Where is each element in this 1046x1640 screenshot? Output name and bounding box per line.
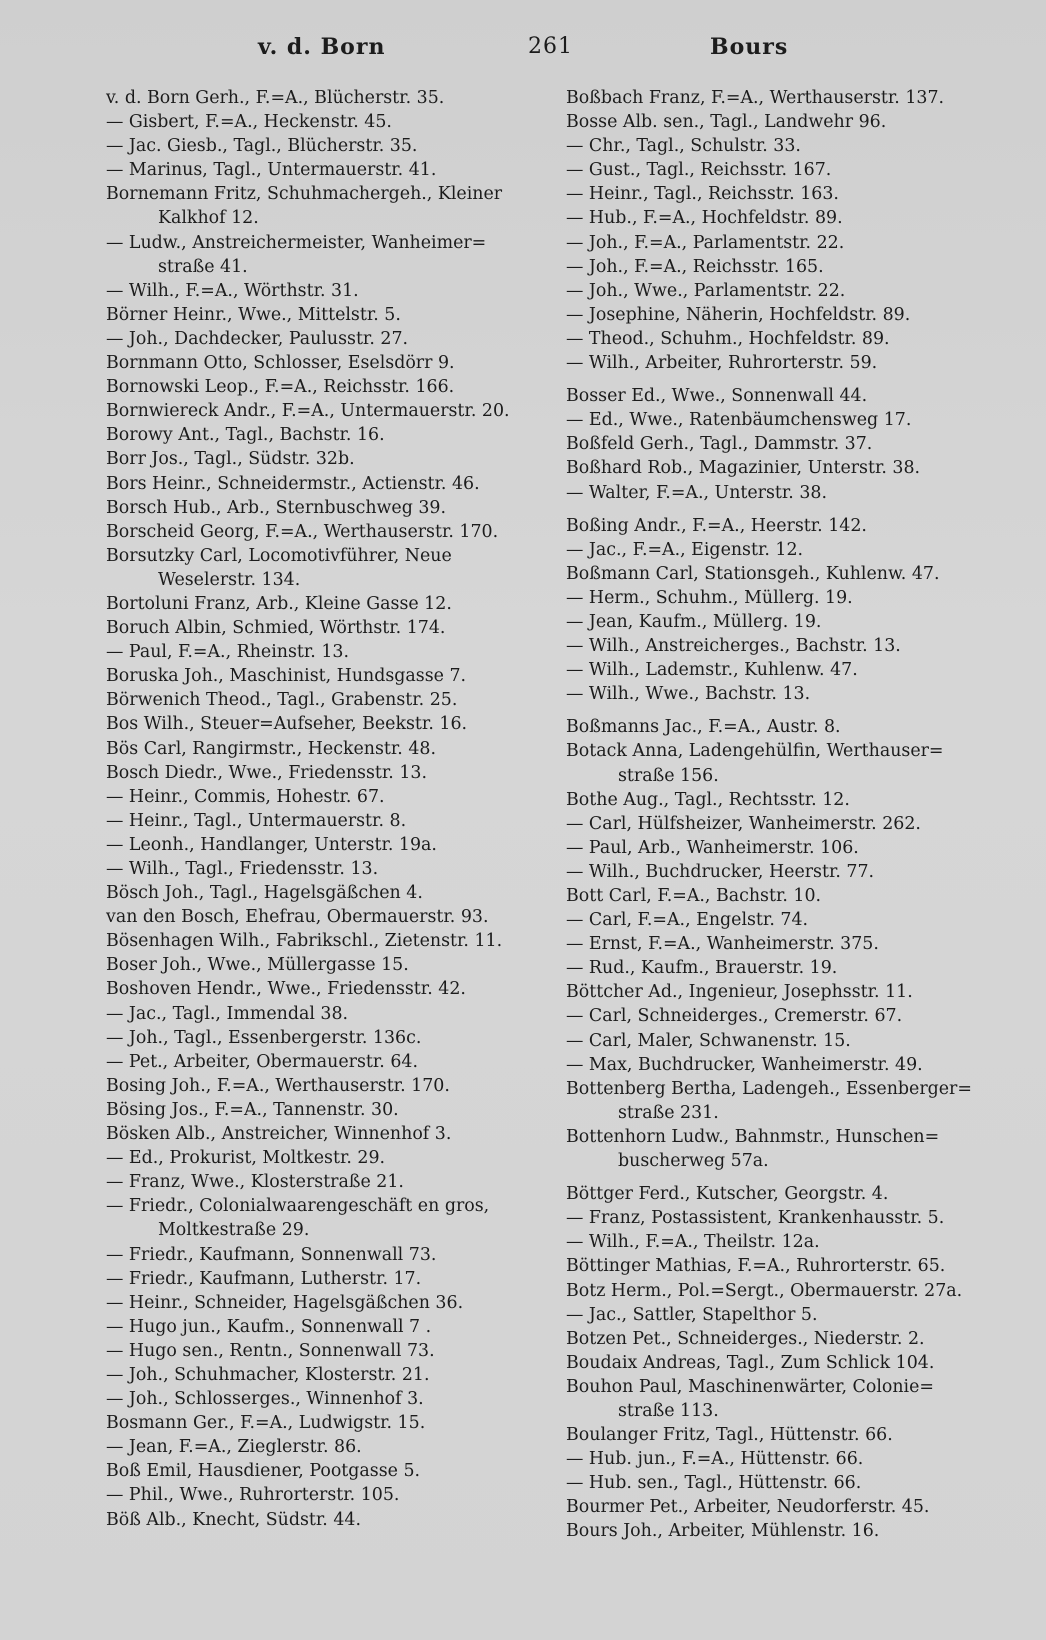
directory-entry: — Gust., Tagl., Reichsstr. 167. xyxy=(566,160,832,181)
directory-entry: — Josephine, Näherin, Hochfeldstr. 89. xyxy=(566,304,911,325)
directory-entry: — Leonh., Handlanger, Unterstr. 19a. xyxy=(106,834,437,855)
directory-entry: — Jac. Giesb., Tagl., Blücherstr. 35. xyxy=(106,136,418,157)
directory-entry: Boulanger Fritz, Tagl., Hüttenstr. 66. xyxy=(566,1425,893,1446)
directory-entry: Bouhon Paul, Maschinenwärter, Colonie= xyxy=(566,1376,934,1397)
directory-entry: — Max, Buchdrucker, Wanheimerstr. 49. xyxy=(566,1054,923,1075)
directory-entry: Boruch Albin, Schmied, Wörthstr. 174. xyxy=(106,618,446,639)
directory-entry: — Carl, F.=A., Engelstr. 74. xyxy=(566,910,809,931)
directory-entry: Borowy Ant., Tagl., Bachstr. 16. xyxy=(106,425,385,446)
directory-entry: — Joh., F.=A., Reichsstr. 165. xyxy=(566,256,824,277)
directory-entry: — Franz, Postassistent, Krankenhausstr. 5. xyxy=(566,1208,945,1229)
directory-entry: — Hub. sen., Tagl., Hüttenstr. 66. xyxy=(566,1473,862,1494)
directory-entry: Bosse Alb. sen., Tagl., Landwehr 96. xyxy=(566,112,887,133)
directory-entry: — Jac., Tagl., Immendal 38. xyxy=(106,1003,349,1024)
directory-entry: Bothe Aug., Tagl., Rechtsstr. 12. xyxy=(566,789,850,810)
directory-entry: — Heinr., Tagl., Untermauerstr. 8. xyxy=(106,810,407,831)
directory-entry: — Friedr., Kaufmann, Lutherstr. 17. xyxy=(106,1268,422,1289)
directory-entry: — Hugo sen., Rentn., Sonnenwall 73. xyxy=(106,1340,435,1361)
directory-entry: Bornemann Fritz, Schuhmachergeh., Kleiner xyxy=(106,184,503,205)
directory-entry: — Wilh., Lademstr., Kuhlenw. 47. xyxy=(566,660,858,681)
directory-entry: — Wilh., Tagl., Friedensstr. 13. xyxy=(106,859,379,879)
directory-entry: — Ed., Wwe., Ratenbäumchensweg 17. xyxy=(566,410,912,431)
directory-entry: — Heinr., Commis, Hohestr. 67. xyxy=(106,786,385,807)
directory-entry: Böttcher Ad., Ingenieur, Josephsstr. 11. xyxy=(566,982,913,1003)
directory-entry: — Wilh., Arbeiter, Ruhrorterstr. 59. xyxy=(566,353,878,374)
header-left-keyword: v. d. Born xyxy=(258,34,386,60)
directory-entry: Bors Heinr., Schneidermstr., Actienstr. 46. xyxy=(106,473,480,494)
directory-entry: — Paul, F.=A., Rheinstr. 13. xyxy=(106,642,349,663)
directory-entry: Boßmann Carl, Stationsgeh., Kuhlenw. 47. xyxy=(566,563,940,584)
directory-entry: — Carl, Hülfsheizer, Wanheimerstr. 262. xyxy=(566,813,921,834)
directory-entry-continuation: straße 113. xyxy=(618,1400,719,1421)
directory-entry: Bottenhorn Ludw., Bahnmstr., Hunschen= xyxy=(566,1126,940,1147)
directory-entry: Böttger Ferd., Kutscher, Georgstr. 4. xyxy=(566,1184,889,1205)
directory-entry: — Jac., Sattler, Stapelthor 5. xyxy=(566,1304,818,1325)
directory-entry: Borscheid Georg, F.=A., Werthauserstr. 170. xyxy=(106,521,499,542)
directory-entry: Börner Heinr., Wwe., Mittelstr. 5. xyxy=(106,304,401,325)
directory-entry: — Carl, Maler, Schwanenstr. 15. xyxy=(566,1030,851,1051)
directory-entry: Botack Anna, Ladengehülfin, Werthauser= xyxy=(566,741,944,762)
directory-entry: Börwenich Theod., Tagl., Grabenstr. 25. xyxy=(106,690,458,711)
directory-entry: — Wilh., F.=A., Theilstr. 12a. xyxy=(566,1232,820,1253)
directory-entry: Boshoven Hendr., Wwe., Friedensstr. 42. xyxy=(106,979,466,1000)
directory-entry: — Wilh., Anstreicherges., Bachstr. 13. xyxy=(566,636,901,657)
directory-entry: Boßmanns Jac., F.=A., Austr. 8. xyxy=(566,717,841,738)
directory-entry: Böß Alb., Knecht, Südstr. 44. xyxy=(106,1509,361,1530)
directory-entry: — Carl, Schneiderges., Cremerstr. 67. xyxy=(566,1006,903,1027)
directory-entry: — Friedr., Colonialwaarengeschäft en gros, xyxy=(106,1196,490,1217)
directory-entry: v. d. Born Gerh., F.=A., Blücherstr. 35. xyxy=(106,88,445,108)
directory-entry: Boßfeld Gerh., Tagl., Dammstr. 37. xyxy=(566,434,873,455)
directory-entry: Boudaix Andreas, Tagl., Zum Schlick 104. xyxy=(566,1352,935,1373)
directory-entry: — Paul, Arb., Wanheimerstr. 106. xyxy=(566,837,859,858)
directory-entry: — Marinus, Tagl., Untermauerstr. 41. xyxy=(106,160,437,181)
page-number: 261 xyxy=(528,34,573,59)
directory-entry: Bourmer Pet., Arbeiter, Neudorferstr. 45. xyxy=(566,1497,930,1518)
directory-entry: — Hugo jun., Kaufm., Sonnenwall 7 . xyxy=(106,1316,432,1337)
directory-entry: — Wilh., Wwe., Bachstr. 13. xyxy=(566,684,811,705)
directory-entry: Boser Joh., Wwe., Müllergasse 15. xyxy=(106,955,409,976)
directory-entry: Bösenhagen Wilh., Fabrikschl., Zietenstr. 11. xyxy=(106,931,503,952)
directory-entry: Bosing Joh., F.=A., Werthauserstr. 170. xyxy=(106,1075,450,1096)
directory-entry: — Ernst, F.=A., Wanheimerstr. 375. xyxy=(566,934,879,955)
directory-entry: — Joh., Wwe., Parlamentstr. 22. xyxy=(566,280,846,301)
directory-entry: — Heinr., Tagl., Reichsstr. 163. xyxy=(566,184,839,205)
directory-entry: Borsutzky Carl, Locomotivführer, Neue xyxy=(106,545,452,566)
directory-entry: — Walter, F.=A., Unterstr. 38. xyxy=(566,482,828,503)
directory-entry: — Joh., F.=A., Parlamentstr. 22. xyxy=(566,232,845,253)
directory-entry: Botzen Pet., Schneiderges., Niederstr. 2. xyxy=(566,1328,925,1349)
directory-entry: Bornowski Leop., F.=A., Reichsstr. 166. xyxy=(106,377,455,398)
directory-entry: — Joh., Schlosserges., Winnenhof 3. xyxy=(106,1389,424,1410)
directory-entry: Bös Carl, Rangirmstr., Heckenstr. 48. xyxy=(106,738,437,759)
directory-entry: — Phil., Wwe., Ruhrorterstr. 105. xyxy=(106,1485,400,1506)
directory-entry: — Jean, Kaufm., Müllerg. 19. xyxy=(566,611,822,632)
directory-entry: — Heinr., Schneider, Hagelsgäßchen 36. xyxy=(106,1292,464,1313)
directory-entry-continuation: straße 41. xyxy=(158,256,248,277)
directory-entry: Bosch Diedr., Wwe., Friedensstr. 13. xyxy=(106,762,428,783)
directory-entry: — Jean, F.=A., Zieglerstr. 86. xyxy=(106,1437,362,1458)
directory-entry: Bos Wilh., Steuer=Aufseher, Beekstr. 16. xyxy=(106,714,468,735)
directory-entry: Bosser Ed., Wwe., Sonnenwall 44. xyxy=(566,386,868,407)
directory-entry: Borr Jos., Tagl., Südstr. 32b. xyxy=(106,449,355,470)
directory-entry: — Hub. jun., F.=A., Hüttenstr. 66. xyxy=(566,1449,864,1470)
directory-entry: Boruska Joh., Maschinist, Hundsgasse 7. xyxy=(106,666,467,687)
directory-entry: Bott Carl, F.=A., Bachstr. 10. xyxy=(566,886,822,906)
directory-entry: Bornwiereck Andr., F.=A., Untermauerstr. 20. xyxy=(106,401,510,422)
directory-entry: — Rud., Kaufm., Brauerstr. 19. xyxy=(566,958,838,979)
directory-entry: Botz Herm., Pol.=Sergt., Obermauerstr. 27a. xyxy=(566,1280,963,1301)
directory-entry: Bösing Jos., F.=A., Tannenstr. 30. xyxy=(106,1099,399,1120)
directory-entry: — Theod., Schuhm., Hochfeldstr. 89. xyxy=(566,328,890,349)
directory-entry: — Wilh., Buchdrucker, Heerstr. 77. xyxy=(566,861,875,882)
directory-entry-continuation: Kalkhof 12. xyxy=(158,208,259,229)
directory-entry: Bosmann Ger., F.=A., Ludwigstr. 15. xyxy=(106,1413,426,1434)
directory-entry: Bösch Joh., Tagl., Hagelsgäßchen 4. xyxy=(106,883,423,904)
directory-entry: Boß Emil, Hausdiener, Pootgasse 5. xyxy=(106,1461,421,1482)
directory-entry: Bortoluni Franz, Arb., Kleine Gasse 12. xyxy=(106,593,452,614)
directory-entry: — Pet., Arbeiter, Obermauerstr. 64. xyxy=(106,1051,418,1072)
directory-entry: — Wilh., F.=A., Wörthstr. 31. xyxy=(106,280,359,301)
directory-entry: Bours Joh., Arbeiter, Mühlenstr. 16. xyxy=(566,1521,880,1542)
directory-entry: Boßbach Franz, F.=A., Werthauserstr. 137. xyxy=(566,88,945,108)
directory-entry-continuation: straße 156. xyxy=(618,765,719,786)
directory-entry: Borsch Hub., Arb., Sternbuschweg 39. xyxy=(106,497,447,518)
directory-entry: — Joh., Dachdecker, Paulusstr. 27. xyxy=(106,328,409,349)
directory-entry: — Franz, Wwe., Klosterstraße 21. xyxy=(106,1172,404,1193)
directory-entry: Bösken Alb., Anstreicher, Winnenhof 3. xyxy=(106,1124,452,1145)
directory-entry: — Joh., Tagl., Essenbergerstr. 136c. xyxy=(106,1027,422,1048)
directory-entry: Böttinger Mathias, F.=A., Ruhrorterstr. 65. xyxy=(566,1256,946,1277)
directory-entry: — Herm., Schuhm., Müllerg. 19. xyxy=(566,587,853,608)
directory-entry: — Joh., Schuhmacher, Klosterstr. 21. xyxy=(106,1364,430,1385)
directory-entry-continuation: buscherweg 57a. xyxy=(618,1151,769,1172)
right-column xyxy=(566,86,1006,1544)
directory-entry: — Ludw., Anstreichermeister, Wanheimer= xyxy=(106,232,487,253)
directory-entry-continuation: Moltkestraße 29. xyxy=(158,1220,310,1241)
directory-entry: Boßing Andr., F.=A., Heerstr. 142. xyxy=(566,515,867,536)
directory-entry-continuation: Weselerstr. 134. xyxy=(158,569,301,590)
page-header xyxy=(0,34,1046,70)
directory-entry: — Friedr., Kaufmann, Sonnenwall 73. xyxy=(106,1244,437,1265)
directory-entry: — Ed., Prokurist, Moltkestr. 29. xyxy=(106,1148,386,1169)
directory-entry: — Hub., F.=A., Hochfeldstr. 89. xyxy=(566,208,843,229)
left-column xyxy=(106,86,538,1532)
directory-entry: — Chr., Tagl., Schulstr. 33. xyxy=(566,136,801,157)
directory-entry: van den Bosch, Ehefrau, Obermauerstr. 93. xyxy=(106,907,489,928)
header-right-keyword: Bours xyxy=(710,34,789,60)
directory-entry-continuation: straße 231. xyxy=(618,1102,719,1123)
directory-entry: — Jac., F.=A., Eigenstr. 12. xyxy=(566,539,804,560)
directory-entry: Boßhard Rob., Magazinier, Unterstr. 38. xyxy=(566,458,921,479)
directory-entry: — Gisbert, F.=A., Heckenstr. 45. xyxy=(106,112,392,133)
directory-entry: Bornmann Otto, Schlosser, Eselsdörr 9. xyxy=(106,353,455,374)
directory-entry: Bottenberg Bertha, Ladengeh., Essenberger= xyxy=(566,1078,972,1099)
